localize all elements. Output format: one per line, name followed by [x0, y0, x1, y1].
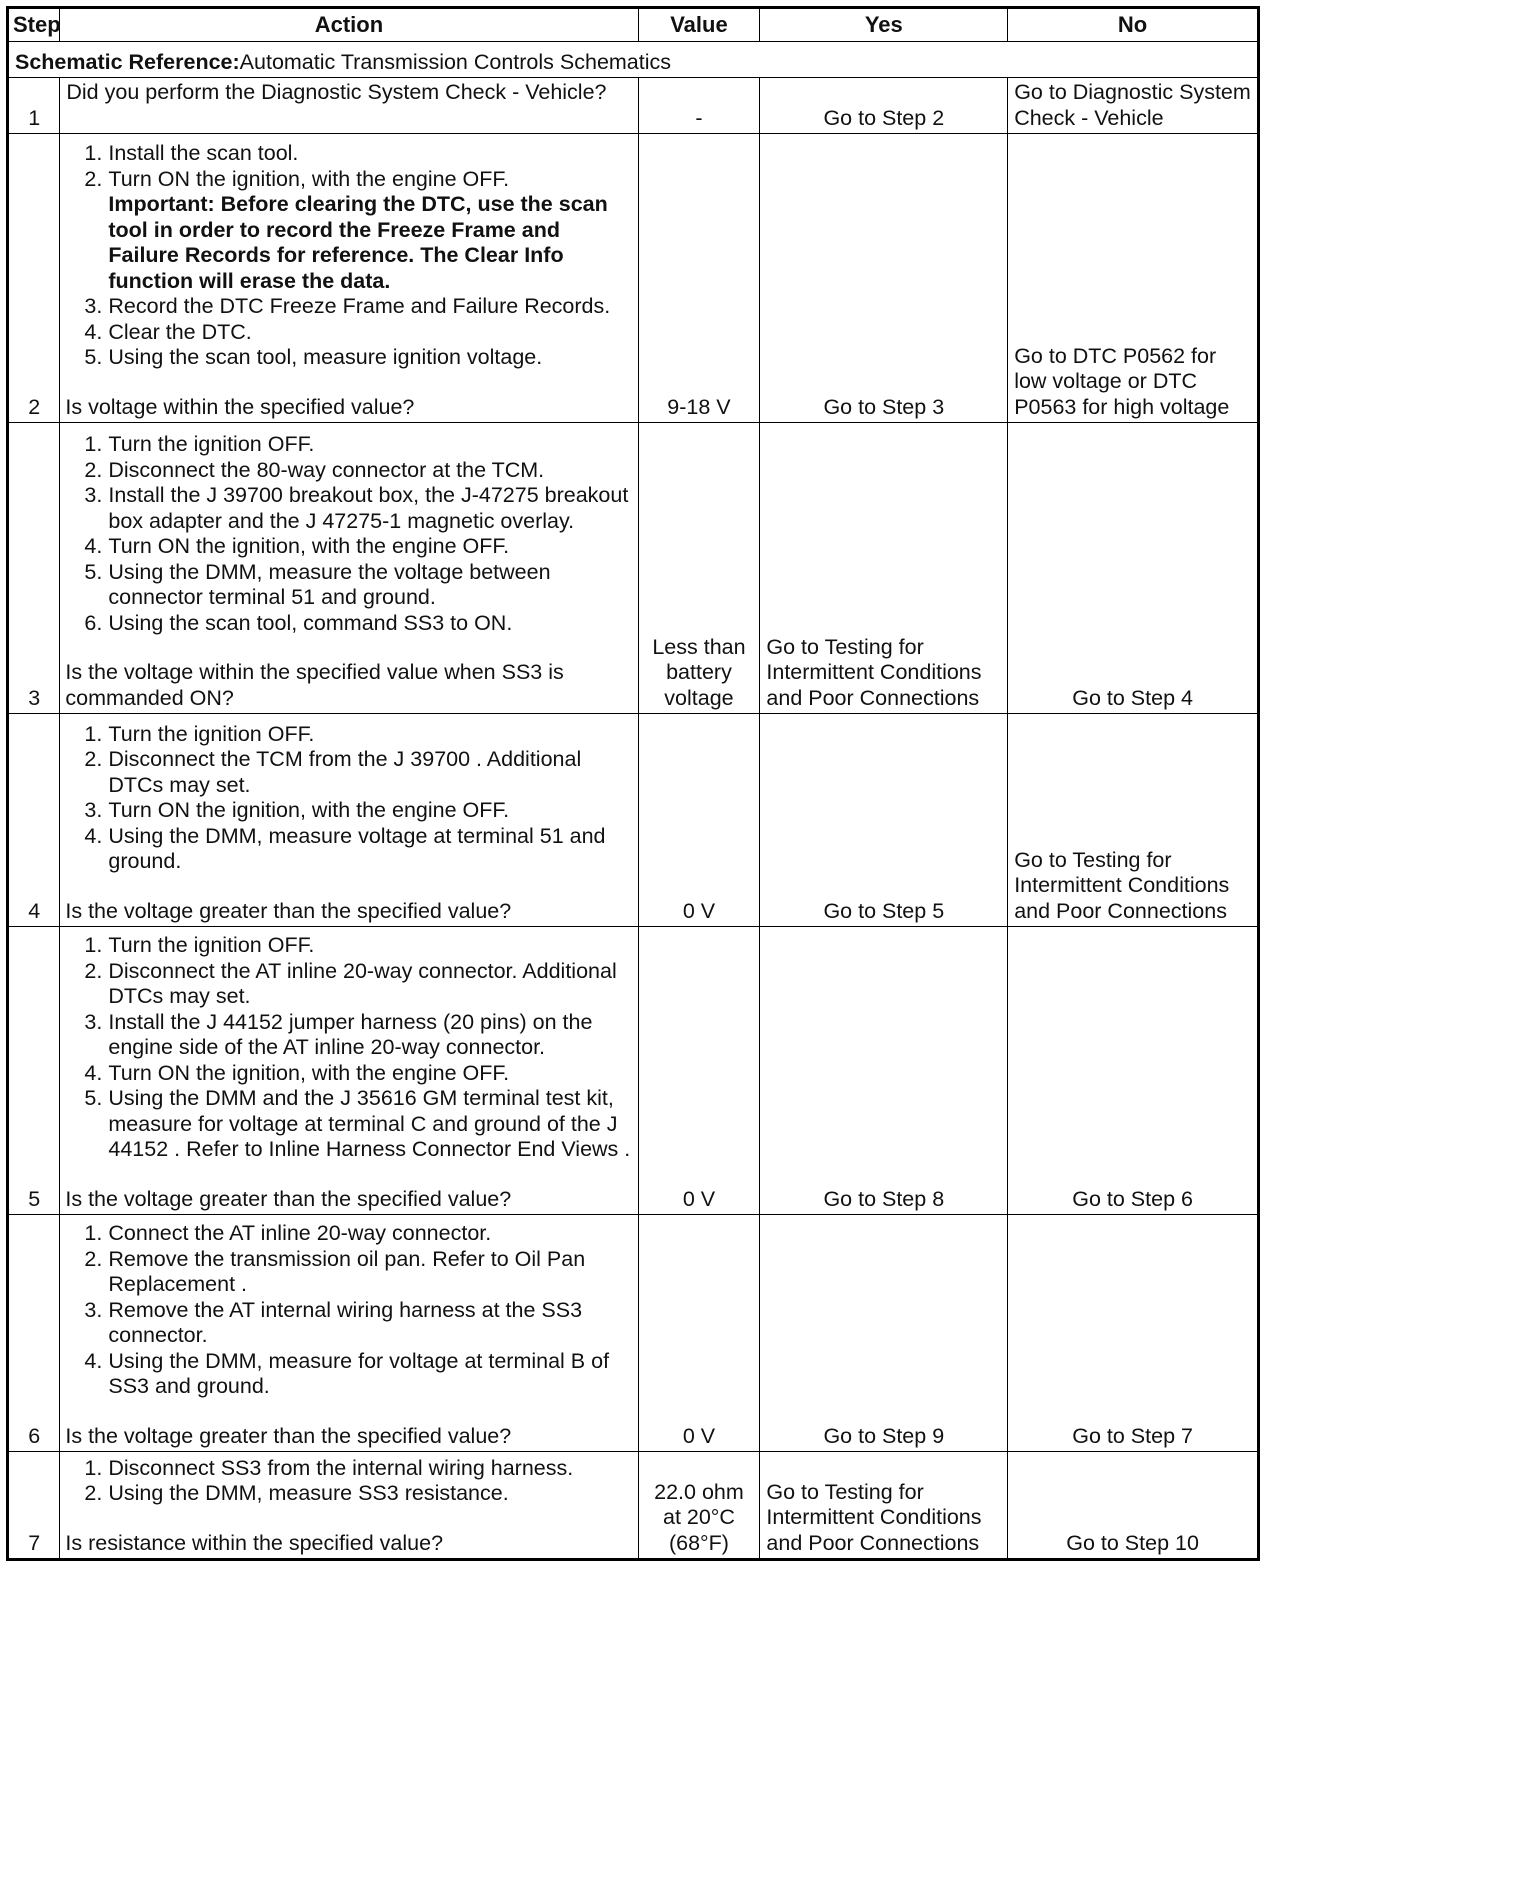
value-cell: 9-18 V [638, 134, 760, 423]
action-cell [60, 1452, 638, 1560]
step-number: 2 [8, 134, 60, 423]
action-step: Remove the transmission oil pan. Refer to Oil Pan Replacement . [108, 1246, 586, 1296]
action-question: Is the voltage greater than the specified value? [65, 898, 512, 923]
action-question: Is the voltage within the specified value when SS3 is commanded ON? [65, 660, 564, 710]
diagnostic-table [6, 6, 1260, 1561]
action-question: Is the voltage greater than the specified value? [65, 1186, 512, 1211]
table-row [8, 134, 1259, 423]
action-step [108, 167, 631, 295]
action-steps [66, 933, 631, 1163]
action-step: Using the scan tool, measure ignition voltage. [108, 345, 543, 369]
action-question: Did you perform the Diagnostic System Check - Vehicle? [66, 80, 607, 104]
action-step: Using the scan tool, command SS3 to ON. [108, 610, 513, 635]
header-value: Value [638, 8, 760, 42]
header-no: No [1008, 8, 1259, 42]
yes-cell[interactable]: Go to Testing for Intermittent Conditions and Poor Connections [760, 423, 1008, 714]
action-cell [60, 714, 638, 927]
action-step: Turn the ignition OFF. [108, 432, 315, 456]
table-row [8, 714, 1259, 927]
no-cell[interactable]: Go to DTC P0562 for low voltage or DTC P0563 for high voltage [1008, 134, 1259, 423]
schematic-reference [8, 42, 1259, 78]
no-cell[interactable]: Go to Step 4 [1008, 423, 1259, 714]
action-step: Turn the ignition OFF. [108, 721, 315, 746]
action-question: Is resistance within the specified value? [65, 1530, 444, 1555]
action-cell [60, 78, 638, 134]
action-step: Turn ON the ignition, with the engine OFF. [108, 798, 510, 822]
action-step: Disconnect the TCM from the J 39700 . Additional DTCs may set. [108, 747, 582, 797]
table-row [8, 1215, 1259, 1452]
no-cell[interactable]: Go to Diagnostic System Check - Vehicle [1008, 78, 1259, 134]
action-cell [60, 927, 638, 1215]
action-steps [66, 1221, 631, 1400]
action-step: Using the DMM, measure for voltage at terminal B of SS3 and ground. [108, 1348, 610, 1398]
table-row [8, 78, 1259, 134]
step-number: 7 [8, 1452, 60, 1560]
yes-cell[interactable]: Go to Step 9 [760, 1215, 1008, 1452]
header-yes: Yes [760, 8, 1008, 42]
action-step: Disconnect the AT inline 20-way connector. Additional DTCs may set. [108, 958, 617, 1008]
action-cell [60, 134, 638, 423]
header-row [8, 8, 1259, 42]
no-cell[interactable]: Go to Step 6 [1008, 927, 1259, 1215]
action-step: Disconnect SS3 from the internal wiring harness. [108, 1455, 574, 1480]
action-step: Using the DMM, measure SS3 resistance. [108, 1481, 509, 1505]
value-cell: 0 V [638, 714, 760, 927]
action-step: Clear the DTC. [108, 319, 252, 344]
action-step: Install the scan tool. [108, 141, 299, 165]
action-step: Remove the AT internal wiring harness at the SS3 connector. [108, 1297, 583, 1347]
action-steps [66, 141, 631, 371]
step-number: 3 [8, 423, 60, 714]
action-step: Connect the AT inline 20-way connector. [108, 1221, 492, 1245]
no-cell[interactable]: Go to Step 7 [1008, 1215, 1259, 1452]
step-number: 6 [8, 1215, 60, 1452]
action-question: Is the voltage greater than the specified value? [65, 1423, 512, 1448]
action-step: Using the DMM, measure the voltage between connector terminal 51 and ground. [108, 559, 551, 609]
action-step: Turn ON the ignition, with the engine OFF. [108, 534, 510, 558]
table-row [8, 927, 1259, 1215]
action-step-text: Turn ON the ignition, with the engine OFF. [108, 166, 510, 191]
action-step: Record the DTC Freeze Frame and Failure Records. [108, 294, 611, 318]
yes-cell[interactable]: Go to Testing for Intermittent Conditions and Poor Connections [760, 1452, 1008, 1560]
action-steps [66, 1456, 631, 1507]
action-step: Using the DMM, measure voltage at terminal 51 and ground. [108, 823, 606, 873]
action-step: Turn ON the ignition, with the engine OFF. [108, 1060, 510, 1085]
action-cell [60, 1215, 638, 1452]
action-step: Install the J 44152 jumper harness (20 pins) on the engine side of the AT inline 20-way connector. [108, 1009, 593, 1059]
schematic-label: Schematic Reference: [15, 49, 240, 74]
action-step: Using the DMM and the J 35616 GM terminal test kit, measure for voltage at terminal C and ground of the J 44152 . Refer to Inline Harness Connector End Views . [108, 1086, 631, 1161]
value-cell: 0 V [638, 927, 760, 1215]
value-cell: 0 V [638, 1215, 760, 1452]
action-steps [66, 722, 631, 875]
action-step: Turn the ignition OFF. [108, 933, 315, 957]
action-cell [60, 423, 638, 714]
yes-cell[interactable]: Go to Step 3 [760, 134, 1008, 423]
table-row [8, 423, 1259, 714]
yes-cell[interactable]: Go to Step 2 [760, 78, 1008, 134]
action-step: Install the J 39700 breakout box, the J-47275 breakout box adapter and the J 47275-1 magnetic overlay. [108, 483, 629, 533]
yes-cell[interactable]: Go to Step 8 [760, 927, 1008, 1215]
important-note: Important: Before clearing the DTC, use the scan tool in order to record the Freeze Frame and Failure Records for reference. The Clear Info function will erase the data. [108, 192, 608, 293]
schematic-link[interactable]: Automatic Transmission Controls Schematics [239, 49, 672, 74]
action-steps [66, 432, 631, 636]
schematic-row [8, 42, 1259, 78]
step-number: 5 [8, 927, 60, 1215]
header-step: Step [8, 8, 60, 42]
header-action: Action [60, 8, 638, 42]
value-cell: 22.0 ohm at 20°C (68°F) [638, 1452, 760, 1560]
action-question: Is voltage within the specified value? [65, 394, 415, 419]
action-step: Disconnect the 80-way connector at the TCM. [108, 457, 545, 482]
yes-cell[interactable]: Go to Step 5 [760, 714, 1008, 927]
no-cell[interactable]: Go to Testing for Intermittent Conditions and Poor Connections [1008, 714, 1259, 927]
no-cell[interactable]: Go to Step 10 [1008, 1452, 1259, 1560]
step-number: 1 [8, 78, 60, 134]
value-cell: Less than battery voltage [638, 423, 760, 714]
value-cell: - [638, 78, 760, 134]
step-number: 4 [8, 714, 60, 927]
table-row [8, 1452, 1259, 1560]
